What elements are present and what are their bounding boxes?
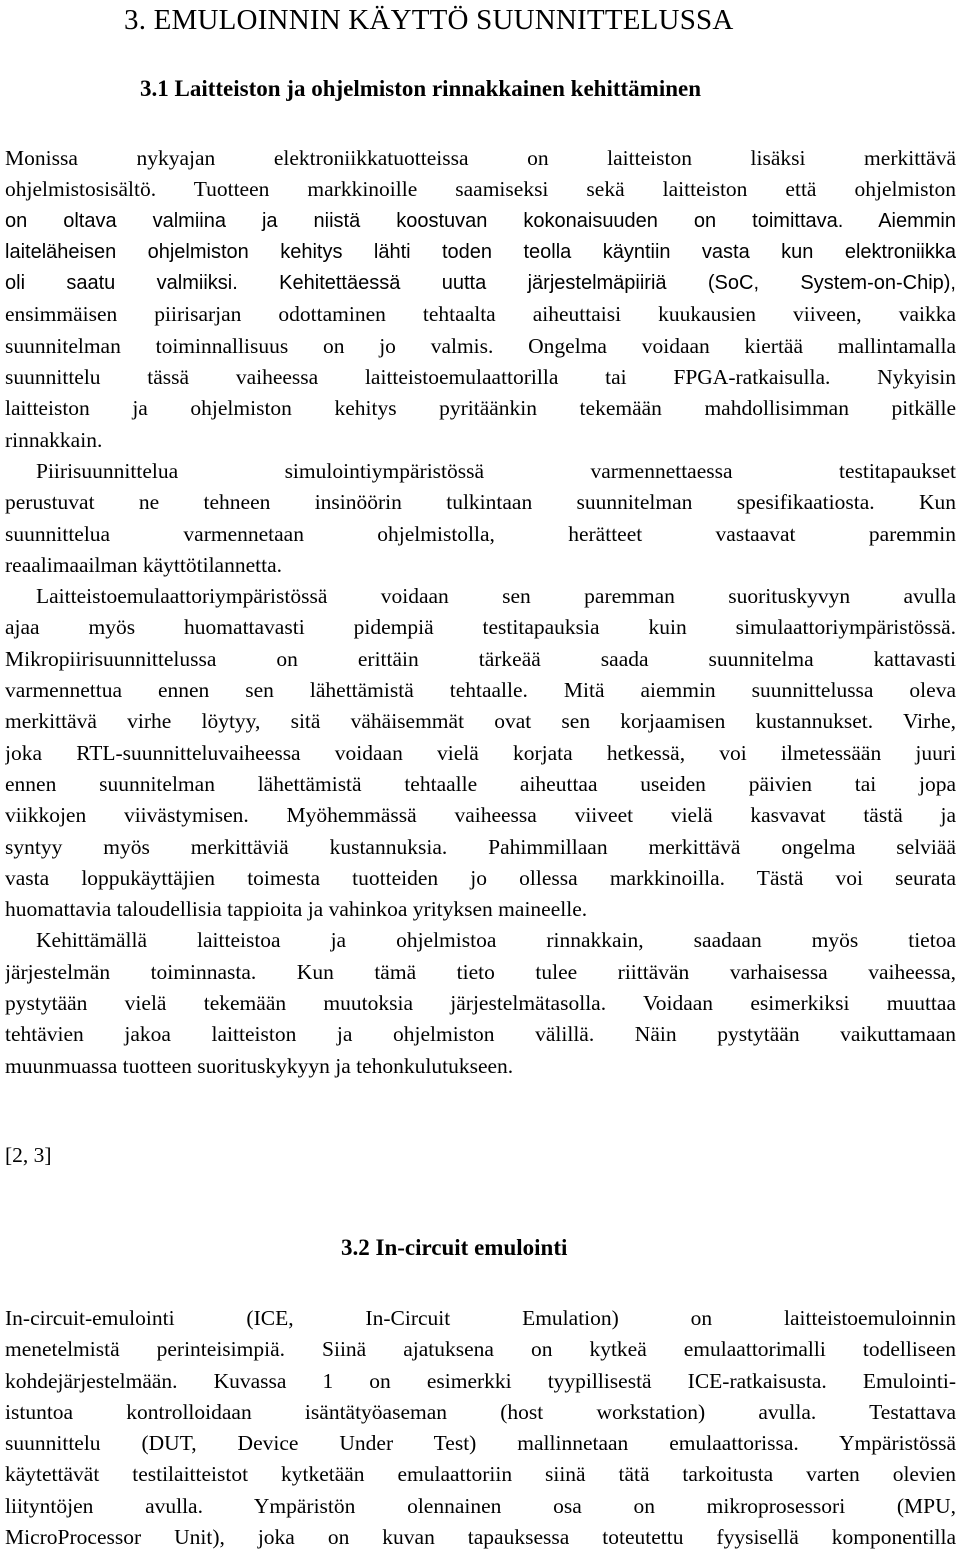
- section-3-1-body: [5, 143, 956, 1082]
- paragraph-line: In-circuit-emulointi (ICE, In-Circuit Emulation) on laitteistoemuloinnin: [5, 1306, 956, 1330]
- paragraph-line: menetelmistä perinteisimpiä. Siinä ajatuksena on kytkeä emulaattorimalli todelliseen: [5, 1337, 956, 1362]
- paragraph-line: suunnittelu tässä vaiheessa laitteistoemulaattorilla tai FPGA-ratkaisulla. Nykyisin: [5, 365, 956, 390]
- paragraph-line: liityntöjen avulla. Ympäristön olennainen osa on mikroprosessori (MPU,: [5, 1493, 956, 1518]
- chapter-title: 3. EMULOINNIN KÄYTTÖ SUUNNITTELUSSA: [124, 4, 734, 36]
- paragraph-line: rinnakkain.: [5, 427, 103, 452]
- paragraph-line: tehtävien jakoa laitteiston ja ohjelmiston välillä. Näin pystytään vaikuttamaan: [5, 1022, 956, 1047]
- paragraph-line: pystytään vielä tekemään muutoksia järjestelmätasolla. Voidaan esimerkiksi muuttaa: [5, 991, 956, 1016]
- reference-citation: [2, 3]: [5, 1143, 52, 1167]
- paragraph-line: ensimmäisen piirisarjan odottaminen tehtaalta aiheuttaisi kuukausien viiveen, vaikka: [5, 302, 956, 327]
- paragraph-line: suunnitelman toiminnallisuus on jo valmis. Ongelma voidaan kiertää mallintamalla: [5, 333, 956, 358]
- section-title-3-1: 3.1 Laitteiston ja ohjelmiston rinnakkainen kehittäminen: [140, 76, 701, 101]
- paragraph-line: muunmuassa tuotteen suorituskykyyn ja tehonkulutukseen.: [5, 1053, 514, 1078]
- paragraph-line: on oltava valmiina ja niistä koostuvan kokonaisuuden on toimittava. Aiemmin: [5, 209, 956, 232]
- paragraph-line: vasta loppukäyttäjien toimesta tuotteiden jo ollessa markkinoilla. Tästä voi seurata: [5, 865, 956, 890]
- paragraph-line: laiteläheisen ohjelmiston kehitys lähti toden teolla käyntiin vasta kun elektroniikka: [5, 240, 956, 263]
- paragraph-line: reaalimaailman käyttötilannetta.: [5, 552, 282, 577]
- paragraph-line: Mikropiirisuunnittelussa on erittäin tärkeää saada suunnitelma kattavasti: [5, 646, 956, 671]
- paragraph-line: käytettävät testilaitteistot kytketään emulaattoriin siinä tätä tarkoitusta varten olevien: [5, 1462, 956, 1487]
- paragraph-line: järjestelmän toiminnasta. Kun tämä tieto tulee riittävän varhaisessa vaiheessa,: [5, 959, 956, 984]
- paragraph-line: suunnittelua varmennetaan ohjelmistolla, herätteet vastaavat paremmin: [5, 521, 956, 546]
- paragraph-line: viikkojen viivästymisen. Myöhemmässä vaiheessa viiveet vielä kasvavat tästä ja: [5, 803, 956, 828]
- paragraph-line: joka RTL-suunnitteluvaiheessa voidaan vielä korjata hetkessä, voi ilmetessään juuri: [5, 740, 956, 765]
- paragraph-line: Piirisuunnittelua simulointiympäristössä varmennettaessa testitapaukset: [36, 458, 956, 483]
- paragraph-line: huomattavia taloudellisia tappioita ja vahinkoa yrityksen maineelle.: [5, 897, 588, 922]
- paragraph-line: perustuvat ne tehneen insinöörin tulkintaan suunnitelman spesifikaatiosta. Kun: [5, 490, 956, 515]
- paragraph-line: oli saatu valmiiksi. Kehitettäessä uutta järjestelmäpiiriä (SoC, System-on-Chip),: [5, 272, 956, 295]
- paragraph-line: laitteiston ja ohjelmiston kehitys pyritäänkin tekemään mahdollisimman pitkälle: [5, 396, 956, 421]
- paragraph-line: ajaa myös huomattavasti pidempiä testitapauksia kuin simulaattoriympäristössä.: [5, 615, 956, 640]
- paragraph-line: syntyy myös merkittäviä kustannuksia. Pahimmillaan merkittävä ongelma selviää: [5, 834, 956, 859]
- paragraph-line: suunnittelu (DUT, Device Under Test) mallinnetaan emulaattorissa. Ympäristössä: [5, 1431, 956, 1456]
- paragraph-line: Monissa nykyajan elektroniikkatuotteissa on laitteiston lisäksi merkittävä: [5, 146, 956, 170]
- paragraph-line: istuntoa kontrolloidaan isäntätyöaseman (host workstation) avulla. Testattava: [5, 1399, 956, 1424]
- paragraph-line: kohdejärjestelmään. Kuvassa 1 on esimerkki tyypillisestä ICE-ratkaisusta. Emulointi-: [5, 1368, 956, 1393]
- paragraph-line: ohjelmistosisältö. Tuotteen markkinoille saamiseksi sekä laitteiston että ohjelmiston: [5, 177, 956, 202]
- paragraph-line: merkittävä virhe löytyy, sitä vähäisemmät ovat sen korjaamisen kustannukset. Virhe,: [5, 709, 956, 734]
- paragraph-line: varmennettua ennen sen lähettämistä tehtaalle. Mitä aiemmin suunnittelussa oleva: [5, 678, 956, 703]
- section-title-3-2: 3.2 In-circuit emulointi: [341, 1235, 568, 1260]
- paragraph-line: ennen suunnitelman lähettämistä tehtaalle aiheuttaa useiden päivien tai jopa: [5, 771, 956, 796]
- paragraph-line: Kehittämällä laitteistoa ja ohjelmistoa rinnakkain, saadaan myös tietoa: [36, 928, 956, 953]
- paragraph-line: Laitteistoemulaattoriympäristössä voidaan sen paremman suorituskyvyn avulla: [36, 584, 956, 609]
- section-3-2-body: [5, 1303, 956, 1553]
- paragraph-line: MicroProcessor Unit), joka on kuvan tapauksessa toteutettu fyysisellä komponentilla: [5, 1525, 956, 1550]
